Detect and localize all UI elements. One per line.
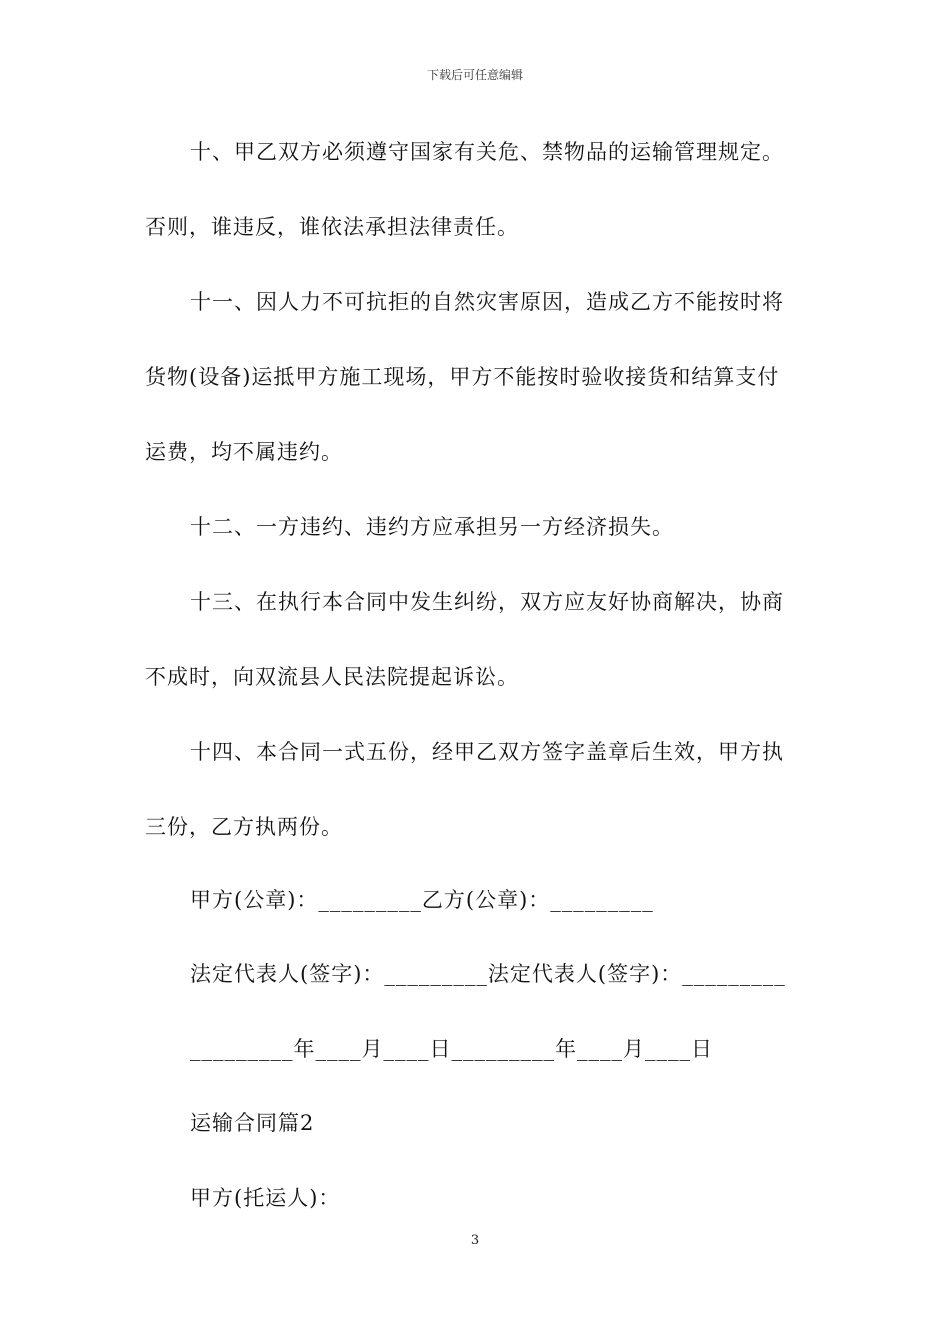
clause-11-line-2: 货物(设备)运抵甲方施工现场，甲方不能按时验收接货和结算支付 xyxy=(145,365,780,389)
seal-line: 甲方(公章)：_________乙方(公章)：_________ xyxy=(190,888,654,912)
signature-line: 法定代表人(签字)：_________法定代表人(签字)：_________ xyxy=(190,962,786,986)
clause-10-line-1: 十、甲乙双方必须遵守国家有关危、禁物品的运输管理规定。 xyxy=(190,140,784,164)
clause-11-line-3: 运费，均不属违约。 xyxy=(145,440,343,464)
clause-11-line-1: 十一、因人力不可抗拒的自然灾害原因，造成乙方不能按时将 xyxy=(190,290,784,314)
page-number: 3 xyxy=(470,1233,480,1248)
date-line: _________年____月____日_________年____月____日 xyxy=(190,1037,713,1061)
clause-13-line-1: 十三、在执行本合同中发生纠纷，双方应友好协商解决，协商 xyxy=(190,590,784,614)
clause-10-line-2: 否则，谁违反，谁依法承担法律责任。 xyxy=(145,215,519,239)
clause-14-line-2: 三份，乙方执两份。 xyxy=(145,815,343,839)
clause-12-line-1: 十二、一方违约、违约方应承担另一方经济损失。 xyxy=(190,515,674,539)
party-a-label: 甲方(托运人)： xyxy=(190,1186,341,1210)
clause-14-line-1: 十四、本合同一式五份，经甲乙双方签字盖章后生效，甲方执 xyxy=(190,740,784,764)
page-header: 下载后可任意编辑 xyxy=(426,68,523,82)
clause-13-line-2: 不成时，向双流县人民法院提起诉讼。 xyxy=(145,665,519,689)
section-title: 运输合同篇2 xyxy=(190,1111,315,1135)
